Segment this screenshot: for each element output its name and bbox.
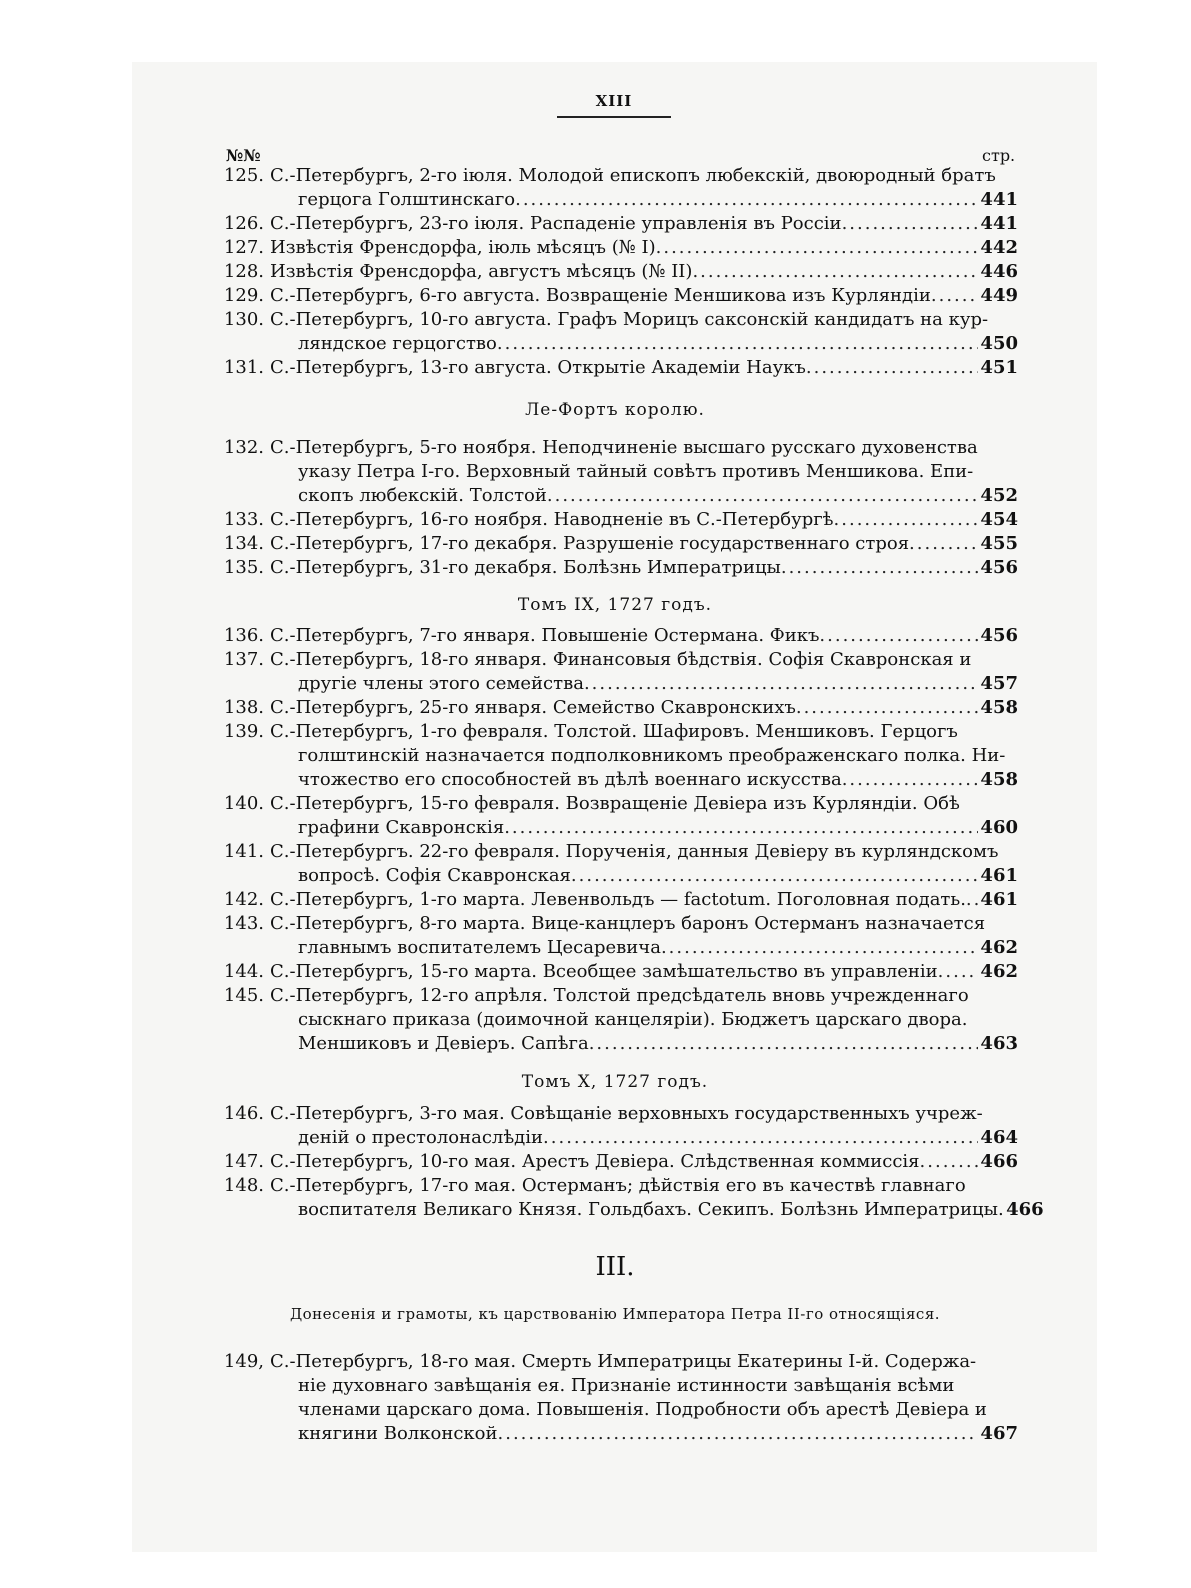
page-number: XIII	[595, 92, 633, 110]
entry-page-number: 463	[980, 1033, 1018, 1054]
dot-leader	[571, 864, 978, 888]
entry-text: С.-Петербургъ. 22-го февраля. Порученія, данныя Девіеру въ курляндскомъ	[270, 841, 999, 862]
entry-number: 146.	[223, 1103, 264, 1124]
entry-text: деній о престолонаслѣдіи	[298, 1127, 544, 1148]
entry-number: 137.	[223, 649, 264, 670]
toc-entry	[212, 1350, 1018, 1446]
toc-entry	[212, 720, 1018, 792]
entry-number: 133.	[223, 509, 264, 530]
toc-entry-line	[212, 1398, 1018, 1422]
toc-entry-line	[212, 648, 1018, 672]
entry-text: С.-Петербургъ, 10-го мая. Арестъ Девіера. Слѣдственная коммиссія	[270, 1151, 920, 1172]
dot-leader	[842, 768, 978, 792]
toc-entry	[212, 912, 1018, 960]
entry-number: 128.	[223, 261, 264, 282]
entry-number: 130.	[223, 309, 264, 330]
entry-page-number: 458	[980, 697, 1018, 718]
toc-entry-line	[212, 188, 1018, 212]
entry-text: С.-Петербургъ, 10-го августа. Графъ Морицъ саксонскій кандидатъ на кур-	[270, 309, 989, 330]
toc-entry-line	[212, 212, 1018, 236]
toc-group-5	[212, 1350, 1018, 1446]
dot-leader	[931, 284, 978, 308]
toc-group-3	[212, 624, 1018, 1056]
toc-entry	[212, 532, 1018, 556]
toc-entry-line	[212, 484, 1018, 508]
entry-page-number: 451	[980, 357, 1018, 378]
dot-leader	[504, 816, 978, 840]
entry-page-number: 461	[980, 865, 1018, 886]
toc-entry-line	[212, 508, 1018, 532]
entry-page-number: 446	[980, 261, 1018, 282]
toc-entry-line	[212, 720, 1018, 744]
part-subtitle: Донесенія и грамоты, къ царствованію Императора Петра II-го относящіяся.	[289, 1305, 941, 1323]
entry-number: 144.	[223, 961, 264, 982]
toc-entry	[212, 236, 1018, 260]
entry-text: Извѣстія Френсдорфа, августъ мѣсяцъ (№ II)	[270, 261, 693, 282]
entry-page-number: 464	[980, 1127, 1018, 1148]
toc-entry	[212, 1150, 1018, 1174]
entry-text: С.-Петербургъ, 1-го марта. Левенвольдъ — factotum. Поголовная подать.	[270, 889, 966, 910]
entry-page-number: 449	[980, 285, 1018, 306]
toc-entry-line	[212, 840, 1018, 864]
entry-text: С.-Петербургъ, 12-го апрѣля. Толстой предсѣдатель вновь учрежденнаго	[270, 985, 969, 1006]
toc-entry	[212, 556, 1018, 580]
toc-entry-line	[212, 1008, 1018, 1032]
part-heading: III.	[595, 1252, 635, 1282]
toc-entry-line	[212, 1102, 1018, 1126]
toc-entry-line	[212, 864, 1018, 888]
entry-page-number: 450	[980, 333, 1018, 354]
toc-entry-line	[212, 816, 1018, 840]
entry-number: 136.	[223, 625, 264, 646]
entry-page-number: 467	[980, 1423, 1018, 1444]
entry-page-number: 462	[980, 961, 1018, 982]
entry-page-number: 462	[980, 937, 1018, 958]
entry-text: С.-Петербургъ, 3-го мая. Совѣщаніе верховныхъ государственныхъ учреж-	[270, 1103, 983, 1124]
toc-group-4	[212, 1102, 1044, 1222]
toc-entry	[212, 1102, 1018, 1150]
toc-entry	[212, 888, 1018, 912]
entry-page-number: 441	[980, 189, 1018, 210]
entry-number: 129.	[223, 285, 264, 306]
dot-leader	[834, 508, 978, 532]
toc-entry	[212, 436, 1018, 508]
toc-entry	[212, 1174, 1044, 1222]
entry-text: С.-Петербургъ, 31-го декабря. Болѣзнь Императрицы	[270, 557, 781, 578]
dot-leader	[498, 1422, 979, 1446]
toc-entry-line	[212, 912, 1018, 936]
entry-number: 126.	[223, 213, 264, 234]
entry-text: главнымъ воспитателемъ Цесаревича	[298, 937, 661, 958]
dot-leader	[909, 532, 978, 556]
entry-text: С.-Петербургъ, 15-го февраля. Возвращеніе Девіера изъ Курляндіи. Обѣ	[270, 793, 960, 814]
numbers-column-label: №№	[226, 146, 261, 165]
entry-number: 134.	[223, 533, 264, 554]
entry-page-number: 466	[980, 1151, 1018, 1172]
entry-text: другіе члены этого семейства	[298, 673, 584, 694]
dot-leader	[661, 936, 978, 960]
toc-entry-line	[212, 1422, 1018, 1446]
dot-leader	[806, 356, 978, 380]
dot-leader	[796, 696, 978, 720]
entry-number: 147.	[223, 1151, 264, 1172]
entry-text: членами царскаго дома. Повышенія. Подробности объ арестѣ Девіера и	[298, 1399, 987, 1420]
entry-text: вопросѣ. Софія Скавронская	[298, 865, 571, 886]
entry-text: сыскнаго приказа (доимочной канцеляріи). Бюджетъ царскаго двора.	[298, 1009, 968, 1030]
toc-entry-line	[212, 1126, 1018, 1150]
dot-leader	[966, 888, 978, 912]
entry-number: 140.	[223, 793, 264, 814]
toc-entry-line	[212, 1032, 1018, 1056]
toc-entry-line	[212, 1174, 1018, 1198]
toc-entry	[212, 960, 1018, 984]
section-heading-lefort: Ле-Фортъ королю.	[525, 400, 705, 420]
entry-number: 141.	[223, 841, 264, 862]
toc-entry-line	[212, 1150, 1018, 1174]
entry-number: 143.	[223, 913, 264, 934]
dot-leader	[656, 236, 978, 260]
entry-text: Извѣстія Френсдорфа, іюль мѣсяцъ (№ I)	[270, 237, 656, 258]
dot-leader	[692, 260, 978, 284]
entry-text: воспитателя Великаго Князя. Гольдбахъ. Секипъ. Болѣзнь Императрицы.	[298, 1199, 1004, 1220]
toc-entry-line	[212, 888, 1018, 912]
toc-entry-line	[212, 164, 1018, 188]
entry-page-number: 461	[980, 889, 1018, 910]
entry-text: герцога Голштинскаго	[298, 189, 516, 210]
entry-text: С.-Петербургъ, 15-го марта. Всеобщее замѣшательство въ управленіи	[270, 961, 938, 982]
toc-entry-line	[212, 744, 1018, 768]
toc-entry-line	[212, 308, 1018, 332]
entry-text: указу Петра I-го. Верховный тайный совѣтъ противъ Меншикова. Епи-	[298, 461, 974, 482]
toc-entry-line	[212, 936, 1018, 960]
toc-group-2	[212, 436, 1018, 580]
entry-number: 138.	[223, 697, 264, 718]
entry-page-number: 466	[1006, 1199, 1044, 1220]
entry-text: графини Скавронскія	[298, 817, 505, 838]
entry-number: 149,	[223, 1351, 264, 1372]
toc-entry-line	[212, 768, 1018, 792]
toc-entry-line	[212, 1198, 1044, 1222]
dot-leader	[589, 1032, 978, 1056]
entry-page-number: 455	[980, 533, 1018, 554]
toc-entry-line	[212, 1350, 1018, 1374]
dot-leader	[547, 484, 978, 508]
toc-entry-line	[212, 556, 1018, 580]
section-heading-2	[212, 593, 1018, 617]
toc-entry	[212, 260, 1018, 284]
entry-text: С.-Петербургъ, 17-го декабря. Разрушеніе государственнаго строя	[270, 533, 910, 554]
section-heading-1	[212, 398, 1018, 422]
toc-entry-line	[212, 436, 1018, 460]
section-heading-tom-ix: Томъ IX, 1727 годъ.	[517, 595, 713, 615]
toc-entry-line	[212, 332, 1018, 356]
entry-page-number: 457	[980, 673, 1018, 694]
entry-text: С.-Петербургъ, 7-го января. Повышеніе Остермана. Фикъ	[270, 625, 820, 646]
entry-page-number: 442	[980, 237, 1018, 258]
entry-text: С.-Петербургъ, 23-го іюля. Распаденіе управленія въ Россіи	[270, 213, 842, 234]
entry-page-number: 456	[980, 557, 1018, 578]
part-subtitle-block	[230, 1305, 1000, 1323]
toc-entry	[212, 164, 1018, 212]
entry-text: чтожество его способностей въ дѣлѣ военнаго искусства	[298, 769, 842, 790]
entry-page-number: 456	[980, 625, 1018, 646]
dot-leader	[584, 672, 978, 696]
entry-text: ніе духовнаго завѣщанія ея. Признаніе истинности завѣщанія всѣми	[298, 1375, 955, 1396]
entry-text: С.-Петербургъ, 25-го января. Семейство Скавронскихъ	[270, 697, 796, 718]
entry-text: С.-Петербургъ, 18-го января. Финансовыя бѣдствія. Софія Скавронская и	[270, 649, 972, 670]
page-number-rule	[557, 116, 671, 118]
toc-entry-line	[212, 260, 1018, 284]
entry-number: 127.	[223, 237, 264, 258]
toc-entry	[212, 696, 1018, 720]
entry-number: 142.	[223, 889, 264, 910]
dot-leader	[819, 624, 978, 648]
dot-leader	[938, 960, 978, 984]
entry-text: ляндское герцогство	[298, 333, 497, 354]
entry-text: С.-Петербургъ, 8-го марта. Вице-канцлеръ баронъ Остерманъ назначается	[270, 913, 986, 934]
entry-number: 135.	[223, 557, 264, 578]
toc-entry	[212, 624, 1018, 648]
dot-leader	[497, 332, 978, 356]
toc-entry	[212, 308, 1018, 356]
entry-page-number: 460	[980, 817, 1018, 838]
entry-number: 139.	[223, 721, 264, 742]
section-heading-tom-x: Томъ X, 1727 годъ.	[521, 1072, 709, 1092]
toc-entry-line	[212, 236, 1018, 260]
entry-number: 131.	[223, 357, 264, 378]
dot-leader	[781, 556, 978, 580]
toc-entry	[212, 284, 1018, 308]
toc-entry-line	[212, 624, 1018, 648]
toc-entry	[212, 508, 1018, 532]
toc-entry	[212, 648, 1018, 696]
entry-number: 145.	[223, 985, 264, 1006]
entry-number: 148.	[223, 1175, 264, 1196]
toc-entry-line	[212, 460, 1018, 484]
toc-entry-line	[212, 1374, 1018, 1398]
entry-text: Меншиковъ и Девіеръ. Сапѣга	[298, 1033, 589, 1054]
toc-entry	[212, 840, 1018, 888]
toc-group-1	[212, 164, 1018, 380]
part-heading-block	[212, 1252, 1018, 1282]
entry-text: С.-Петербургъ, 5-го ноября. Неподчиненіе высшаго русскаго духовенства	[270, 437, 978, 458]
entry-text: С.-Петербургъ, 18-го мая. Смерть Императрицы Екатерины I-й. Содержа-	[270, 1351, 977, 1372]
entry-text: С.-Петербургъ, 2-го іюля. Молодой епископъ любекскій, двоюродный братъ	[270, 165, 996, 186]
toc-entry-line	[212, 532, 1018, 556]
entry-text: С.-Петербургъ, 6-го августа. Возвращеніе Меншикова изъ Курляндіи	[270, 285, 931, 306]
dot-leader	[842, 212, 978, 236]
toc-entry-line	[212, 284, 1018, 308]
entry-text: скопъ любекскій. Толстой	[298, 485, 547, 506]
toc-entry	[212, 792, 1018, 840]
toc-entry	[212, 212, 1018, 236]
pages-column-label: стр.	[982, 146, 1016, 165]
toc-entry-line	[212, 960, 1018, 984]
entry-text: С.-Петербургъ, 17-го мая. Остерманъ; дѣйствія его въ качествѣ главнаго	[270, 1175, 966, 1196]
entry-number: 132.	[223, 437, 264, 458]
toc-entry-line	[212, 792, 1018, 816]
toc-entry-line	[212, 696, 1018, 720]
dot-leader	[920, 1150, 978, 1174]
toc-entry	[212, 356, 1018, 380]
entry-page-number: 441	[980, 213, 1018, 234]
entry-page-number: 452	[980, 485, 1018, 506]
entry-number: 125.	[223, 165, 264, 186]
toc-entry	[212, 984, 1018, 1056]
dot-leader	[543, 1126, 978, 1150]
entry-text: С.-Петербургъ, 16-го ноября. Наводненіе въ С.-Петербургѣ	[270, 509, 834, 530]
entry-text: С.-Петербургъ, 1-го февраля. Толстой. Шафировъ. Меншиковъ. Герцогъ	[270, 721, 958, 742]
entry-text: княгини Волконской	[298, 1423, 498, 1444]
section-heading-3	[212, 1070, 1018, 1094]
toc-entry-line	[212, 984, 1018, 1008]
entry-text: голштинскій назначается подполковникомъ преображенскаго полка. Ни-	[298, 745, 1006, 766]
dot-leader	[515, 188, 978, 212]
toc-entry-line	[212, 672, 1018, 696]
entry-page-number: 458	[980, 769, 1018, 790]
toc-entry-line	[212, 356, 1018, 380]
entry-text: С.-Петербургъ, 13-го августа. Открытіе Академіи Наукъ	[270, 357, 806, 378]
entry-page-number: 454	[980, 509, 1018, 530]
